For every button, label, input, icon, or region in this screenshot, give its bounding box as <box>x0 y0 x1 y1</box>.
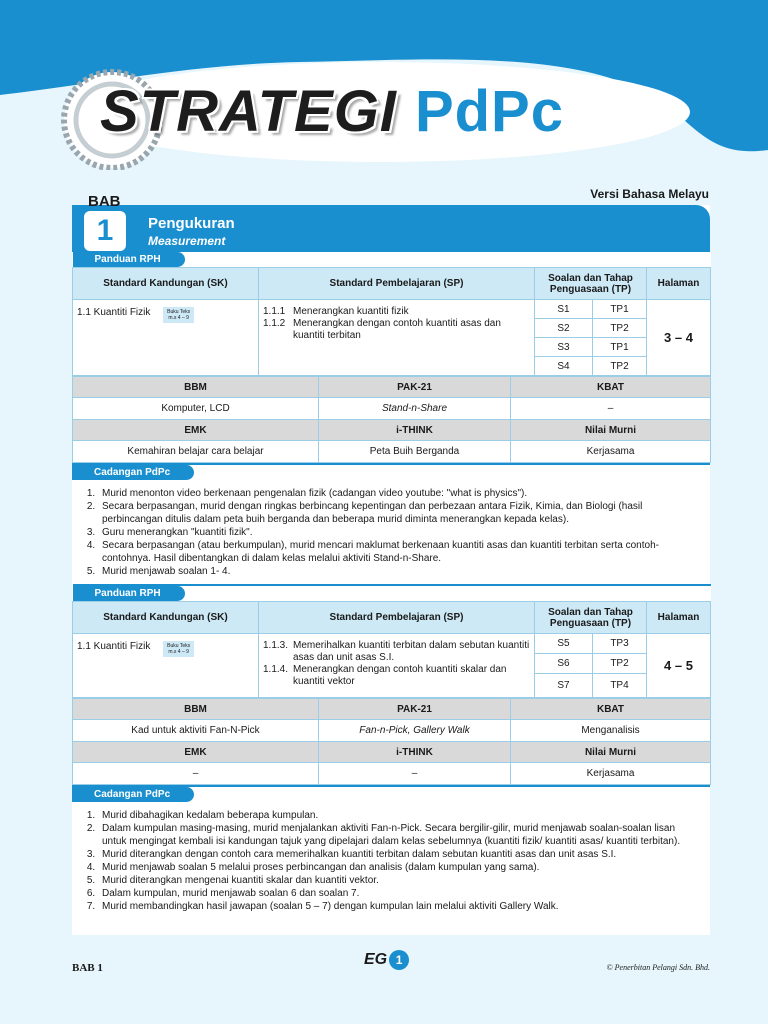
kbat-header: KBAT <box>511 377 711 398</box>
cadangan-section-1 <box>72 463 710 584</box>
title-pdpc: PdPc <box>414 79 564 144</box>
panduan-label: Panduan RPH <box>73 586 185 601</box>
cadangan-list <box>72 479 710 584</box>
halaman-header: Halaman <box>647 602 711 634</box>
nilai-value: Kerjasama <box>511 763 711 785</box>
question-tp: TP1 <box>593 338 647 357</box>
question-id: S3 <box>535 338 593 357</box>
question-id: S7 <box>535 674 593 698</box>
pak21-value: Stand-n-Share <box>319 398 511 420</box>
sk-header: Standard Kandungan (SK) <box>73 602 259 634</box>
buku-teks-badge: Buku Teks m.s 4 – 9 <box>163 641 194 657</box>
soalan-header: Soalan dan Tahap Penguasaan (TP) <box>535 602 647 634</box>
sk-header: Standard Kandungan (SK) <box>73 268 259 300</box>
bbm-value: Kad untuk aktiviti Fan-N-Pick <box>73 720 319 742</box>
page-prefix: EG <box>364 951 388 968</box>
question-tp: TP1 <box>593 300 647 319</box>
panduan-label: Panduan RPH <box>73 252 185 267</box>
list-item: 2. Secara berpasangan, murid dengan ringkas berbincang kepentingan dan perbezaan antara Fizik, Kimia, dan Biologi (hasil perbincangan ditulis dalam peta buih berganda dan beberapa murid diminta menerangkan kepada kelas). <box>98 500 700 526</box>
rph-table-1 <box>72 252 711 376</box>
emk-value: – <box>73 763 319 785</box>
chapter-number: 1 <box>84 211 126 251</box>
emk-header: EMK <box>73 742 319 763</box>
bbm-header: BBM <box>73 377 319 398</box>
chapter-label: BAB <box>88 193 121 210</box>
list-item: 4. Secara berpasangan (atau berkumpulan), murid mencari maklumat berkenaan kuantiti asas dan kuantiti terbitan serta contoh-contohnya. Hasil dibentangkan di dalam kelas melalui aktiviti Stand-n-Share. <box>98 539 700 565</box>
question-id: S5 <box>535 634 593 654</box>
bbm-header: BBM <box>73 699 319 720</box>
list-item: 6. Dalam kumpulan, murid menjawab soalan 6 dan soalan 7. <box>98 887 700 900</box>
question-id: S1 <box>535 300 593 319</box>
bbm-value: Komputer, LCD <box>73 398 319 420</box>
list-item: 1. Murid dibahagikan kedalam beberapa kumpulan. <box>98 809 700 822</box>
cadangan-section-2 <box>72 785 710 919</box>
title-strategi: STRATEGI <box>100 79 397 144</box>
nilai-header: Nilai Murni <box>511 420 711 441</box>
cadangan-label: Cadangan PdPc <box>72 465 194 480</box>
ithink-value: – <box>319 763 511 785</box>
page-number <box>364 950 409 970</box>
kbat-value: Menganalisis <box>511 720 711 742</box>
question-tp: TP3 <box>593 634 647 654</box>
ithink-header: i-THINK <box>319 420 511 441</box>
sp-cell: 1.1.1 Menerangkan kuantiti fizik 1.1.2 Menerangkan dengan contoh kuantiti asas dan kuantiti terbitan <box>259 300 535 376</box>
list-item: 7. Murid membandingkan hasil jawapan (soalan 5 – 7) dengan kumpulan lain melalui aktiviti Gallery Walk. <box>98 900 700 913</box>
question-tp: TP4 <box>593 674 647 698</box>
question-tp: TP2 <box>593 654 647 674</box>
list-item: 5. Murid diterangkan mengenai kuantiti skalar dan kuantiti vektor. <box>98 874 700 887</box>
sp-cell: 1.1.3. Memerihalkan kuantiti terbitan dalam sebutan kuantiti asas dan unit asas S.I. 1.1.4. Menerangkan dengan contoh kuantiti skalar dan kuantiti vektor <box>259 634 535 698</box>
list-item: 2. Dalam kumpulan masing-masing, murid menjalankan aktiviti Fan-n-Pick. Secara bergilir-gilir, murid menjawab soalan-soalan lisan untuk mengingat kembali isi kandungan tajuk yang dipelajari dalam kelas sebelumnya (kuantiti fizik/ kuantiti asas/ kuantiti terbitan). <box>98 822 700 848</box>
sk-text: 1.1 Kuantiti Fizik <box>77 307 151 318</box>
list-item: 3. Guru menerangkan "kuantiti fizik". <box>98 526 700 539</box>
nilai-header: Nilai Murni <box>511 742 711 763</box>
ithink-header: i-THINK <box>319 742 511 763</box>
page-title <box>100 78 564 145</box>
list-item: 3. Murid diterangkan dengan contoh cara memerihalkan kuantiti terbitan dalam sebutan kuantiti asas dan unit asas S.I. <box>98 848 700 861</box>
rph-table-2 <box>72 584 711 698</box>
kbat-header: KBAT <box>511 699 711 720</box>
chapter-title: Pengukuran <box>148 215 235 232</box>
question-tp: TP2 <box>593 357 647 376</box>
buku-teks-badge: Buku Teks m.s 4 – 9 <box>163 307 194 323</box>
list-item: 5. Murid menjawab soalan 1- 4. <box>98 565 700 578</box>
emk-value: Kemahiran belajar cara belajar <box>73 441 319 463</box>
list-item: 4. Murid menjawab soalan 5 melalui proses perbincangan dan analisis (dalam kumpulan yang sama). <box>98 861 700 874</box>
sk-cell <box>73 300 259 376</box>
sk-cell <box>73 634 259 698</box>
nilai-value: Kerjasama <box>511 441 711 463</box>
sp-header: Standard Pembelajaran (SP) <box>259 602 535 634</box>
question-tp: TP2 <box>593 319 647 338</box>
resource-table-2 <box>72 698 711 785</box>
question-id: S2 <box>535 319 593 338</box>
ithink-value: Peta Buih Berganda <box>319 441 511 463</box>
kbat-value: – <box>511 398 711 420</box>
soalan-header: Soalan dan Tahap Penguasaan (TP) <box>535 268 647 300</box>
emk-header: EMK <box>73 420 319 441</box>
copyright: © Penerbitan Pelangi Sdn. Bhd. <box>606 963 710 972</box>
cadangan-list <box>72 801 710 919</box>
page-num: 1 <box>389 950 409 970</box>
question-id: S4 <box>535 357 593 376</box>
sp-header: Standard Pembelajaran (SP) <box>259 268 535 300</box>
pak21-value: Fan-n-Pick, Gallery Walk <box>319 720 511 742</box>
halaman-value: 3 – 4 <box>647 300 711 376</box>
halaman-header: Halaman <box>647 268 711 300</box>
sk-text: 1.1 Kuantiti Fizik <box>77 641 151 652</box>
chapter-subtitle: Measurement <box>148 234 226 248</box>
resource-table-1 <box>72 376 711 463</box>
cadangan-label: Cadangan PdPc <box>72 787 194 802</box>
version-label: Versi Bahasa Melayu <box>590 187 709 201</box>
list-item: 1. Murid menonton video berkenaan pengenalan fizik (cadangan video youtube: "what is physics"). <box>98 487 700 500</box>
pak21-header: PAK-21 <box>319 377 511 398</box>
question-id: S6 <box>535 654 593 674</box>
pak21-header: PAK-21 <box>319 699 511 720</box>
footer-chapter: BAB 1 <box>72 962 103 974</box>
halaman-value: 4 – 5 <box>647 634 711 698</box>
